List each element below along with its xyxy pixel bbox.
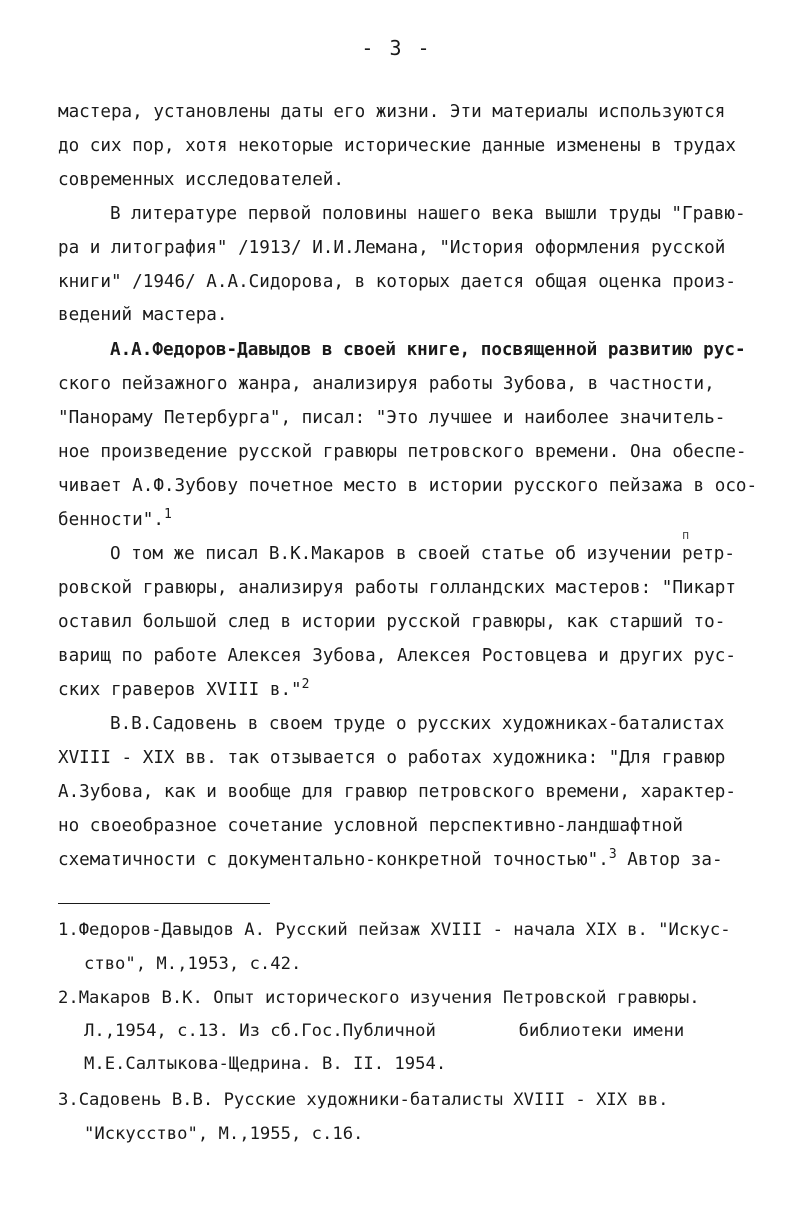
paragraph-3-line-4: ное произведение русской гравюры петровского времени. Она обеспе-: [58, 442, 747, 462]
paragraph-5-line-5: [58, 847, 723, 870]
paragraph-5-line-5-text: схематичности с документально-конкретной точностью".: [58, 850, 609, 870]
paragraph-4-line-5-text: ских граверов XVIII в.": [58, 680, 302, 700]
footnote-2-line-3: М.Е.Салтыкова-Щедрина. В. II. 1954.: [84, 1054, 447, 1074]
footnote-1-line-1: 1.Федоров-Давыдов А. Русский пейзаж XVIII - начала XIX в. "Искус-: [58, 920, 731, 940]
footnote-1-line-2: ство", М.,1953, с.42.: [84, 954, 302, 974]
footnote-separator: [58, 903, 270, 904]
paragraph-4-line-1: О том же писал В.К.Макаров в своей статье об изучении ретр-: [110, 544, 735, 564]
paragraph-2-line-3: книги" /1946/ А.А.Сидорова, в которых дается общая оценка произ-: [58, 272, 736, 292]
paragraph-2-line-2: ра и литография" /1913/ И.И.Лемана, "История оформления русской: [58, 238, 726, 258]
footnote-2-line-2: Л.,1954, с.13. Из сб.Гос.Публичной библиотеки имени: [84, 1021, 685, 1041]
paragraph-2-line-1: В литературе первой половины нашего века вышли труды "Гравю-: [110, 204, 746, 224]
paragraph-5-line-4: но своеобразное сочетание условной перспективно-ландшафтной: [58, 816, 683, 836]
paragraph-5-line-1: В.В.Садовень в своем труде о русских художниках-баталистах: [110, 714, 725, 734]
page-number: - 3 -: [361, 36, 432, 60]
paragraph-4-line-4: варищ по работе Алексея Зубова, Алексея Ростовцева и других рус-: [58, 646, 736, 666]
footnote-3-line-1: 3.Садовень В.В. Русские художники-баталисты XVIII - XIX вв.: [58, 1090, 669, 1110]
handwritten-correction-mark: п: [682, 528, 690, 542]
paragraph-4-line-5: [58, 677, 310, 700]
footnote-3-line-2: "Искусство", М.,1955, с.16.: [84, 1124, 364, 1144]
paragraph-3-line-6: [58, 507, 172, 530]
paragraph-2-line-4: ведений мастера.: [58, 305, 228, 325]
paragraph-3-line-1: А.А.Федоров-Давыдов в своей книге, посвященной развитию рус-: [110, 340, 746, 360]
paragraph-3-line-2: ского пейзажного жанра, анализируя работы Зубова, в частности,: [58, 374, 715, 394]
paragraph-1-line-1: мастера, установлены даты его жизни. Эти материалы используются: [58, 102, 726, 122]
footnote-ref-2: 2: [301, 677, 310, 692]
paragraph-1-line-2: до сих пор, хотя некоторые исторические данные изменены в трудах: [58, 136, 736, 156]
footnote-ref-3: 3: [608, 847, 617, 862]
paragraph-1-line-3: современных исследователей.: [58, 170, 344, 190]
paragraph-4-line-3: оставил большой след в истории русской гравюры, как старший то-: [58, 612, 726, 632]
paragraph-3-line-3: "Панораму Петербурга", писал: "Это лучшее и наиболее значитель-: [58, 408, 726, 428]
paragraph-4-line-2: ровской гравюры, анализируя работы голландских мастеров: "Пикарт: [58, 578, 736, 598]
footnote-ref-1: 1: [163, 507, 172, 522]
paragraph-3-line-6-text: бенности".: [58, 510, 164, 530]
paragraph-5-line-3: А.Зубова, как и вообще для гравюр петровского времени, характер-: [58, 782, 736, 802]
paragraph-5-line-2: XVIII - XIX вв. так отзывается о работах художника: "Для гравюр: [58, 748, 726, 768]
paragraph-5-tail: Автор за-: [616, 850, 723, 870]
paragraph-3-line-5: чивает А.Ф.Зубову почетное место в истории русского пейзажа в осо-: [58, 476, 758, 496]
footnote-2-line-1: 2.Макаров В.К. Опыт исторического изучения Петровской гравюры.: [58, 988, 700, 1008]
